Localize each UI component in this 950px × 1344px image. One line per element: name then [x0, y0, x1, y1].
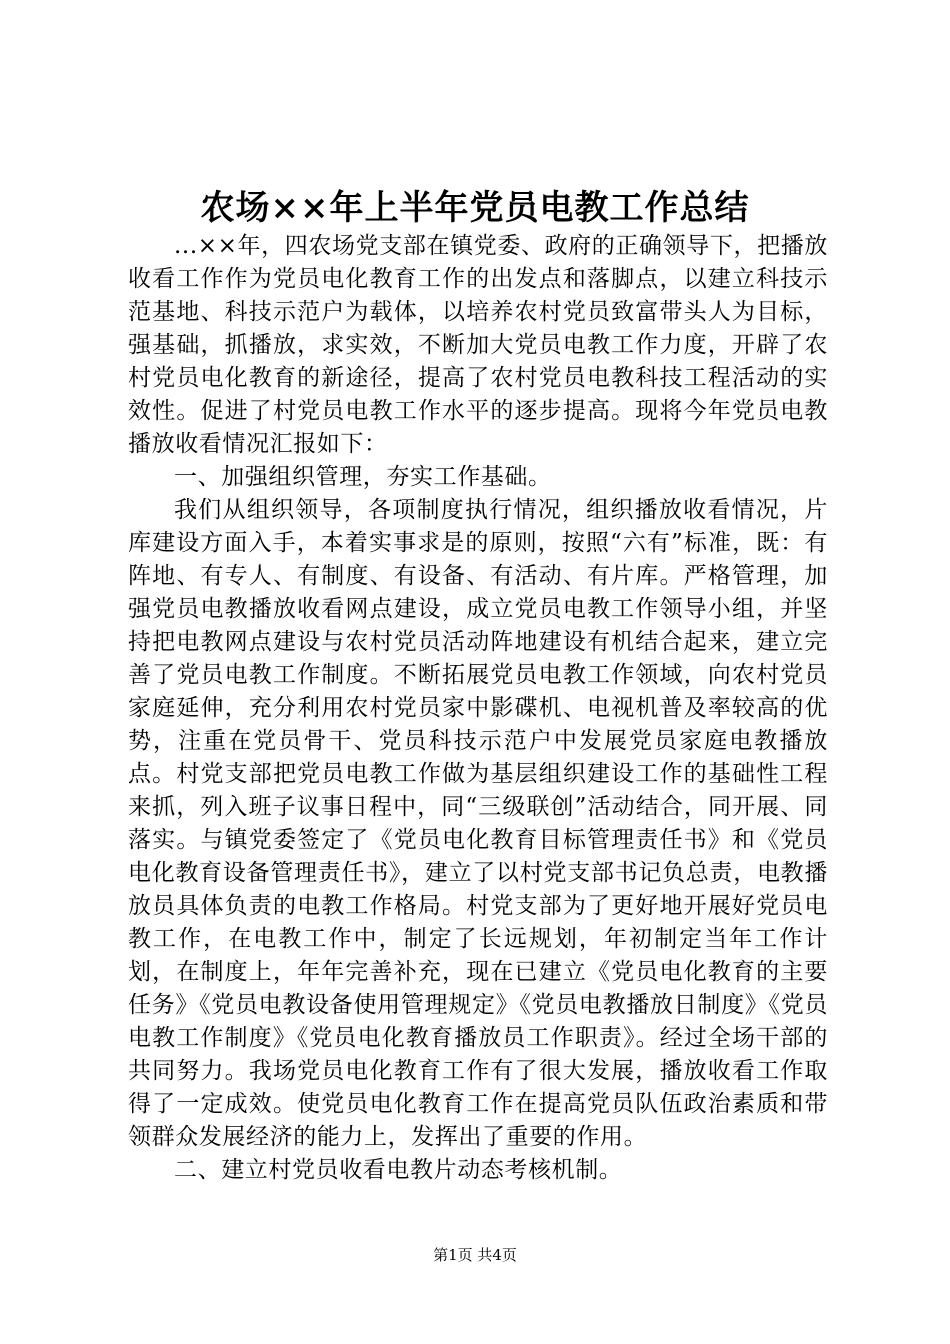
document-body — [128, 230, 828, 1187]
document-title: 农场××年上半年党员电教工作总结 — [200, 188, 750, 228]
section-heading-2: 二、建立村党员收看电教片动态考核机制。 — [174, 1157, 623, 1183]
paragraph-section-1: 我们从组织领导，各项制度执行情况，组织播放收看情况，片库建设方面入手，本着实事求是的原则，按照“六有”标准，既：有阵地、有专人、有制度、有设备、有活动、有片库。严格管理，加强党员电教播放收看网点建设，成立党员电教工作领导小组，并坚持把电教网点建设与农村党员活动阵地建设有机结合起来，建立完善了党员电教工作制度。不断拓展党员电教工作领域，向农村党员家庭延伸，充分利用农村党员家中影碟机、电视机普及率较高的优势，注重在党员骨干、党员科技示范户中发展党员家庭电教播放点。村党支部把党员电教工作做为基层组织建设工作的基础性工程来抓，列入班子议事日程中，同“三级联创”活动结合，同开展、同落实。与镇党委签定了《党员电化教育目标管理责任书》和《党员电化教育设备管理责任书》，建立了以村党支部书记负总责，电教播放员具体负责的电教工作格局。村党支部为了更好地开展好党员电教工作，在电教工作中，制定了长远规划，年初制定当年工作计划，在制度上，年年完善补充，现在已建立《党员电化教育的主要任务》《党员电教设备使用管理规定》《党员电教播放日制度》《党员电教工作制度》《党员电化教育播放员工作职责》。经过全场干部的共同努力。我场党员电化教育工作有了很大发展，播放收看工作取得了一定成效。使党员电化教育工作在提高党员队伍政治素质和带领群众发展经济的能力上，发挥出了重要的作用。 — [128, 497, 828, 1150]
page-number-footer: 第1页 共4页 — [433, 1246, 517, 1264]
paragraph-intro: ...××年，四农场党支部在镇党委、政府的正确领导下，把播放收看工作作为党员电化教育工作的出发点和落脚点，以建立科技示范基地、科技示范户为载体，以培养农村党员致富带头人为目标，强基础，抓播放，求实效，不断加大党员电教工作力度，开辟了农村党员电化教育的新途径，提高了农村党员电教科技工程活动的实效性。促进了村党员电教工作水平的逐步提高。现将今年党员电教播放收看情况汇报如下： — [128, 233, 828, 457]
section-heading-1: 一、加强组织管理，夯实工作基础。 — [174, 464, 552, 490]
